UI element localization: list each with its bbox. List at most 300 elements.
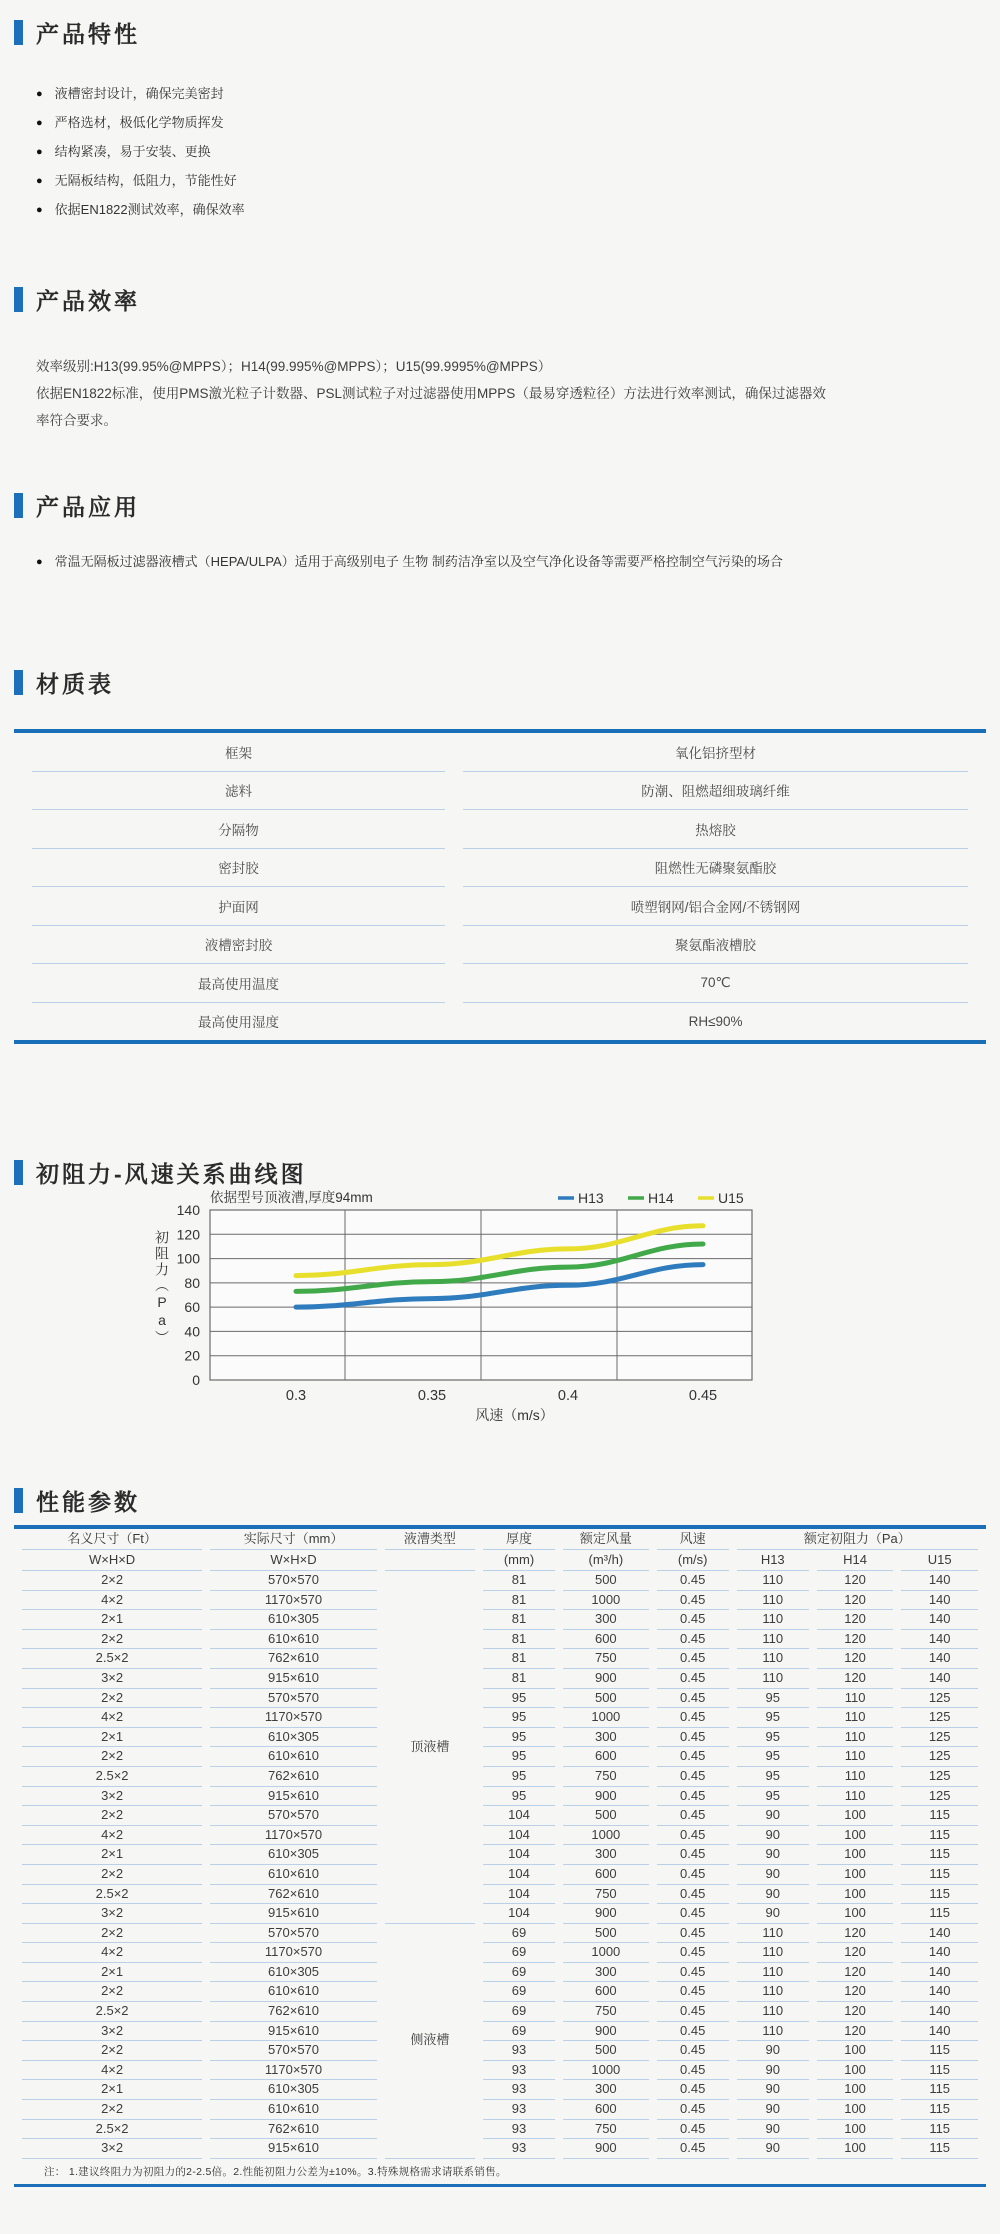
- perf-cell-airflow: 750: [563, 2120, 649, 2140]
- perf-cell-actual: 762×610: [210, 1885, 377, 1905]
- perf-cell-velocity: 0.45: [657, 2061, 729, 2081]
- perf-cell-velocity: 0.45: [657, 1610, 729, 1630]
- perf-cell-u15: 125: [901, 1787, 978, 1807]
- accent-bar: [14, 287, 23, 312]
- perf-cell-nominal: 4×2: [22, 1708, 202, 1728]
- perf-row: [22, 1649, 978, 1669]
- perf-cell-u15: 140: [901, 1571, 978, 1591]
- perf-cell-h14: 120: [817, 1630, 894, 1650]
- perf-cell-airflow: 750: [563, 1767, 649, 1787]
- material-row: [32, 772, 968, 811]
- perf-cell-u15: 115: [901, 1826, 978, 1846]
- perf-cell-h14: 110: [817, 1728, 894, 1748]
- y-tick-label: 120: [176, 1226, 200, 1243]
- perf-cell-nominal: 2×2: [22, 2100, 202, 2120]
- material-table-wrapper: [14, 729, 986, 1044]
- perf-cell-thickness: 81: [483, 1591, 555, 1611]
- perf-cell-actual: 610×610: [210, 1982, 377, 2002]
- perf-cell-thickness: 69: [483, 1963, 555, 1983]
- perf-cell-nominal: 3×2: [22, 2139, 202, 2159]
- perf-cell-airflow: 500: [563, 1689, 649, 1709]
- perf-cell-h14: 110: [817, 1767, 894, 1787]
- perf-cell-thickness: 95: [483, 1747, 555, 1767]
- perf-cell-u15: 125: [901, 1689, 978, 1709]
- perf-cell-thickness: 104: [483, 1885, 555, 1905]
- material-label-cell: 护面网: [32, 887, 445, 926]
- perf-cell-u15: 140: [901, 1591, 978, 1611]
- perf-cell-velocity: 0.45: [657, 2022, 729, 2042]
- material-row: [32, 887, 968, 926]
- perf-cell-h14: 120: [817, 2002, 894, 2022]
- y-tick-label: 100: [176, 1250, 200, 1267]
- bullet-icon: ●: [36, 146, 43, 158]
- perf-cell-velocity: 0.45: [657, 1571, 729, 1591]
- feature-item-text: 依据EN1822测试效率，确保效率: [54, 202, 245, 217]
- perf-cell-u15: 140: [901, 1982, 978, 2002]
- perf-cell-airflow: 300: [563, 1610, 649, 1630]
- perf-cell-thickness: 93: [483, 2080, 555, 2100]
- perf-cell-velocity: 0.45: [657, 1689, 729, 1709]
- perf-cell-nominal: 2×2: [22, 1865, 202, 1885]
- bullet-icon: ●: [36, 556, 43, 568]
- perf-cell-u15: 140: [901, 1943, 978, 1963]
- y-tick-label: 40: [184, 1323, 200, 1340]
- perf-cell-airflow: 750: [563, 1649, 649, 1669]
- perf-cell-airflow: 1000: [563, 2061, 649, 2081]
- perf-cell-h14: 100: [817, 1904, 894, 1924]
- perf-cell-h14: 100: [817, 2061, 894, 2081]
- perf-cell-airflow: 1000: [563, 1708, 649, 1728]
- perf-cell-h14: 100: [817, 1845, 894, 1865]
- perf-header-row-2: [22, 1550, 978, 1571]
- perf-cell-thickness: 81: [483, 1610, 555, 1630]
- perf-cell-velocity: 0.45: [657, 1747, 729, 1767]
- perf-cell-nominal: 2×2: [22, 1806, 202, 1826]
- feature-item: [36, 196, 245, 225]
- perf-cell-thickness: 93: [483, 2139, 555, 2159]
- perf-cell-airflow: 600: [563, 1630, 649, 1650]
- perf-cell-nominal: 3×2: [22, 2022, 202, 2042]
- perf-cell-actual: 762×610: [210, 2002, 377, 2022]
- x-tick-label: 0.45: [688, 1388, 718, 1404]
- perf-cell-velocity: 0.45: [657, 1904, 729, 1924]
- perf-cell-actual: 610×610: [210, 2100, 377, 2120]
- section-heading-features: [14, 16, 140, 49]
- feature-list: [36, 80, 245, 225]
- perf-cell-velocity: 0.45: [657, 1787, 729, 1807]
- perf-cell-actual: 570×570: [210, 1689, 377, 1709]
- perf-cell-h13: 90: [737, 2080, 809, 2100]
- perf-row: [22, 1904, 978, 1924]
- perf-cell-h14: 100: [817, 1806, 894, 1826]
- perf-cell-nominal: 2.5×2: [22, 1885, 202, 1905]
- perf-cell-actual: 1170×570: [210, 2061, 377, 2081]
- perf-cell-h13: 110: [737, 1571, 809, 1591]
- perf-cell-h14: 120: [817, 1571, 894, 1591]
- material-label-cell: 最高使用温度: [32, 964, 445, 1003]
- perf-row: [22, 2061, 978, 2081]
- perf-cell-u15: 115: [901, 2041, 978, 2061]
- section-title-application: 产品应用: [36, 494, 140, 520]
- y-axis-label: 初阻力（Pa）: [154, 1230, 170, 1346]
- section-title-chart: 初阻力-风速关系曲线图: [36, 1161, 307, 1187]
- perf-cell-velocity: 0.45: [657, 1591, 729, 1611]
- perf-cell-velocity: 0.45: [657, 1767, 729, 1787]
- perf-cell-nominal: 3×2: [22, 1904, 202, 1924]
- perf-cell-airflow: 500: [563, 1571, 649, 1591]
- perf-cell-velocity: 0.45: [657, 1943, 729, 1963]
- perf-row: [22, 2120, 978, 2140]
- perf-cell-velocity: 0.45: [657, 2080, 729, 2100]
- perf-row: [22, 2100, 978, 2120]
- perf-header-actual-size: 实际尺寸（mm）: [210, 1529, 377, 1550]
- perf-cell-velocity: 0.45: [657, 1826, 729, 1846]
- perf-cell-h13: 90: [737, 2041, 809, 2061]
- perf-cell-u15: 115: [901, 2139, 978, 2159]
- feature-item: [36, 138, 245, 167]
- bullet-icon: ●: [36, 175, 43, 187]
- y-tick-label: 80: [184, 1274, 200, 1291]
- perf-cell-nominal: 3×2: [22, 1669, 202, 1689]
- perf-cell-thickness: 104: [483, 1806, 555, 1826]
- material-value-cell: 阻燃性无磷聚氨酯胶: [463, 849, 968, 888]
- y-tick-label: 20: [184, 1347, 200, 1364]
- material-row: [32, 926, 968, 965]
- perf-cell-h13: 110: [737, 1649, 809, 1669]
- perf-cell-actual: 915×610: [210, 2022, 377, 2042]
- performance-table-wrapper: [14, 1525, 986, 2187]
- perf-cell-h13: 110: [737, 1630, 809, 1650]
- x-tick-label: 0.3: [285, 1388, 307, 1404]
- perf-cell-h13: 95: [737, 1728, 809, 1748]
- perf-cell-thickness: 95: [483, 1689, 555, 1709]
- perf-row: [22, 1982, 978, 2002]
- material-label-cell: 分隔物: [32, 810, 445, 849]
- efficiency-line: 依据EN1822标准，使用PMS激光粒子计数器、PSL测试粒子对过滤器使用MPPS（最易穿透粒径）方法进行效率测试，确保过滤器效: [36, 386, 826, 401]
- perf-header-tank-type: 液漕类型: [385, 1529, 475, 1550]
- perf-cell-nominal: 2×1: [22, 1845, 202, 1865]
- perf-cell-nominal: 2.5×2: [22, 1767, 202, 1787]
- perf-cell-h14: 100: [817, 2120, 894, 2140]
- chart-subtitle: 依据型号顶液漕,厚度94mm: [210, 1190, 373, 1205]
- perf-cell-thickness: 95: [483, 1728, 555, 1748]
- section-heading-performance: [14, 1484, 140, 1517]
- perf-cell-u15: 115: [901, 2061, 978, 2081]
- perf-row: [22, 1571, 978, 1591]
- perf-row: [22, 2041, 978, 2061]
- section-title-performance: 性能参数: [36, 1489, 140, 1515]
- perf-cell-velocity: 0.45: [657, 1924, 729, 1944]
- perf-cell-airflow: 900: [563, 1904, 649, 1924]
- perf-header-velocity: 风速: [657, 1529, 729, 1550]
- perf-cell-h14: 120: [817, 1610, 894, 1630]
- material-label-cell: 最高使用湿度: [198, 1015, 280, 1031]
- perf-cell-u15: 140: [901, 1630, 978, 1650]
- perf-cell-actual: 915×610: [210, 1904, 377, 1924]
- perf-cell-h13: 110: [737, 1943, 809, 1963]
- efficiency-line: 率符合要求。: [36, 413, 117, 428]
- perf-header-unit-8: U15: [901, 1550, 978, 1571]
- perf-cell-actual: 610×610: [210, 1865, 377, 1885]
- perf-cell-thickness: 104: [483, 1845, 555, 1865]
- perf-header-nominal-size: 名义尺寸（Ft）: [22, 1529, 202, 1550]
- perf-cell-nominal: 4×2: [22, 2061, 202, 2081]
- material-value-cell: 氧化铝挤型材: [463, 733, 968, 772]
- perf-cell-h13: 90: [737, 1806, 809, 1826]
- perf-cell-airflow: 600: [563, 2100, 649, 2120]
- perf-cell-velocity: 0.45: [657, 2100, 729, 2120]
- perf-row: [22, 1787, 978, 1807]
- perf-cell-airflow: 500: [563, 1806, 649, 1826]
- material-row: [32, 964, 968, 1003]
- perf-cell-u15: 115: [901, 1806, 978, 1826]
- y-tick-label: 60: [184, 1299, 200, 1316]
- perf-cell-airflow: 900: [563, 2022, 649, 2042]
- chart-canvas: [140, 1188, 788, 1446]
- perf-row: [22, 1924, 978, 1944]
- accent-bar: [14, 493, 23, 518]
- bullet-icon: ●: [36, 117, 43, 129]
- perf-cell-thickness: 93: [483, 2120, 555, 2140]
- perf-cell-thickness: 104: [483, 1826, 555, 1846]
- perf-cell-h13: 95: [737, 1767, 809, 1787]
- perf-cell-nominal: 2×2: [22, 1689, 202, 1709]
- perf-cell-h13: 110: [737, 1591, 809, 1611]
- perf-cell-airflow: 900: [563, 1787, 649, 1807]
- perf-cell-airflow: 300: [563, 1728, 649, 1748]
- perf-cell-actual: 1170×570: [210, 1708, 377, 1728]
- perf-cell-h13: 90: [737, 1865, 809, 1885]
- perf-cell-u15: 140: [901, 1924, 978, 1944]
- perf-cell-nominal: 2×1: [22, 1728, 202, 1748]
- perf-cell-thickness: 69: [483, 2002, 555, 2022]
- section-heading-efficiency: [14, 283, 140, 316]
- perf-cell-h13: 90: [737, 1885, 809, 1905]
- perf-cell-h14: 110: [817, 1747, 894, 1767]
- perf-cell-actual: 762×610: [210, 1649, 377, 1669]
- perf-cell-airflow: 900: [563, 2139, 649, 2159]
- perf-cell-velocity: 0.45: [657, 1806, 729, 1826]
- material-label-cell: 密封胶: [32, 849, 445, 888]
- perf-cell-u15: 140: [901, 1649, 978, 1669]
- material-value-cell: 热熔胶: [463, 810, 968, 849]
- perf-cell-velocity: 0.45: [657, 1669, 729, 1689]
- perf-cell-h14: 120: [817, 1591, 894, 1611]
- perf-cell-thickness: 95: [483, 1767, 555, 1787]
- perf-cell-u15: 140: [901, 2022, 978, 2042]
- perf-cell-actual: 610×305: [210, 1845, 377, 1865]
- perf-cell-u15: 115: [901, 1904, 978, 1924]
- perf-cell-actual: 610×610: [210, 1630, 377, 1650]
- perf-cell-h13: 95: [737, 1708, 809, 1728]
- perf-cell-actual: 915×610: [210, 1787, 377, 1807]
- material-value-cell: 防潮、阻燃超细玻璃纤维: [463, 772, 968, 811]
- material-value-cell: 聚氨酯液槽胶: [463, 926, 968, 965]
- perf-cell-h13: 90: [737, 1845, 809, 1865]
- perf-row: [22, 1708, 978, 1728]
- perf-cell-actual: 1170×570: [210, 1591, 377, 1611]
- perf-cell-u15: 125: [901, 1767, 978, 1787]
- perf-cell-velocity: 0.45: [657, 1708, 729, 1728]
- perf-cell-thickness: 81: [483, 1630, 555, 1650]
- perf-cell-actual: 1170×570: [210, 1943, 377, 1963]
- perf-cell-thickness: 93: [483, 2100, 555, 2120]
- perf-cell-actual: 570×570: [210, 1806, 377, 1826]
- perf-cell-h13: 95: [737, 1787, 809, 1807]
- perf-cell-velocity: 0.45: [657, 2120, 729, 2140]
- perf-cell-airflow: 300: [563, 1963, 649, 1983]
- perf-cell-h14: 120: [817, 1943, 894, 1963]
- perf-cell-u15: 140: [901, 2002, 978, 2022]
- perf-cell-velocity: 0.45: [657, 1885, 729, 1905]
- perf-cell-velocity: 0.45: [657, 2139, 729, 2159]
- perf-cell-h13: 110: [737, 1924, 809, 1944]
- y-tick-label: 0: [192, 1372, 200, 1388]
- resistance-velocity-chart: [140, 1188, 788, 1446]
- perf-cell-thickness: 104: [483, 1865, 555, 1885]
- perf-cell-velocity: 0.45: [657, 1630, 729, 1650]
- material-value-cell: 70℃: [463, 964, 968, 1003]
- perf-cell-actual: 915×610: [210, 2139, 377, 2159]
- perf-cell-thickness: 104: [483, 1904, 555, 1924]
- perf-cell-u15: 115: [901, 2100, 978, 2120]
- perf-cell-h14: 100: [817, 2100, 894, 2120]
- perf-cell-actual: 570×570: [210, 2041, 377, 2061]
- perf-cell-h13: 110: [737, 1669, 809, 1689]
- perf-cell-h14: 100: [817, 1865, 894, 1885]
- perf-row: [22, 1728, 978, 1748]
- perf-cell-airflow: 600: [563, 1747, 649, 1767]
- perf-cell-airflow: 750: [563, 1885, 649, 1905]
- feature-item: [36, 80, 245, 109]
- perf-cell-h14: 120: [817, 1924, 894, 1944]
- perf-row: [22, 1767, 978, 1787]
- section-title-materials: 材质表: [36, 671, 114, 697]
- section-heading-application: [14, 489, 140, 522]
- efficiency-text: [36, 353, 1000, 434]
- perf-cell-u15: 125: [901, 1708, 978, 1728]
- perf-cell-h13: 110: [737, 1963, 809, 1983]
- legend-label-H13: H13: [578, 1190, 604, 1206]
- perf-cell-velocity: 0.45: [657, 2041, 729, 2061]
- perf-cell-nominal: 4×2: [22, 1591, 202, 1611]
- perf-cell-h14: 100: [817, 1885, 894, 1905]
- x-axis-label: 风速（m/s）: [475, 1407, 554, 1423]
- feature-item-text: 严格选材，极低化学物质挥发: [54, 115, 224, 130]
- perf-cell-u15: 115: [901, 1845, 978, 1865]
- perf-row: [22, 1630, 978, 1650]
- perf-cell-thickness: 93: [483, 2041, 555, 2061]
- perf-cell-actual: 610×610: [210, 1747, 377, 1767]
- perf-cell-h14: 110: [817, 1689, 894, 1709]
- perf-cell-velocity: 0.45: [657, 1982, 729, 2002]
- perf-cell-velocity: 0.45: [657, 1649, 729, 1669]
- perf-cell-nominal: 2×1: [22, 1610, 202, 1630]
- perf-cell-thickness: 69: [483, 2022, 555, 2042]
- perf-cell-airflow: 300: [563, 2080, 649, 2100]
- perf-row: [22, 1591, 978, 1611]
- perf-cell-velocity: 0.45: [657, 1963, 729, 1983]
- perf-cell-h13: 90: [737, 2139, 809, 2159]
- material-row: [32, 733, 968, 772]
- feature-item-text: 结构紧凑，易于安装、更换: [54, 144, 211, 159]
- perf-cell-h13: 95: [737, 1689, 809, 1709]
- perf-cell-u15: 115: [901, 2080, 978, 2100]
- perf-cell-u15: 140: [901, 1610, 978, 1630]
- perf-cell-thickness: 95: [483, 1787, 555, 1807]
- perf-row: [22, 1826, 978, 1846]
- perf-header-unit-5: (m/s): [657, 1550, 729, 1571]
- x-tick-label: 0.4: [557, 1388, 579, 1404]
- feature-item-text: 液槽密封设计，确保完美密封: [54, 86, 224, 101]
- perf-cell-thickness: 81: [483, 1571, 555, 1591]
- perf-cell-h13: 90: [737, 2061, 809, 2081]
- perf-cell-nominal: 4×2: [22, 1826, 202, 1846]
- material-label-cell: 滤料: [32, 772, 445, 811]
- feature-item-text: 无隔板结构，低阻力，节能性好: [54, 173, 237, 188]
- perf-cell-h14: 100: [817, 2041, 894, 2061]
- perf-row: [22, 1669, 978, 1689]
- perf-cell-thickness: 69: [483, 1943, 555, 1963]
- perf-row: [22, 1865, 978, 1885]
- perf-cell-nominal: 2×2: [22, 1982, 202, 2002]
- perf-cell-airflow: 600: [563, 1982, 649, 2002]
- perf-cell-airflow: 1000: [563, 1943, 649, 1963]
- perf-cell-actual: 1170×570: [210, 1826, 377, 1846]
- perf-header-unit-1: W×H×D: [210, 1550, 377, 1571]
- perf-cell-h14: 120: [817, 1982, 894, 2002]
- perf-cell-actual: 762×610: [210, 1767, 377, 1787]
- perf-cell-nominal: 2×1: [22, 2080, 202, 2100]
- y-tick-label: 140: [176, 1202, 200, 1218]
- perf-cell-nominal: 2×2: [22, 1747, 202, 1767]
- perf-row: [22, 1806, 978, 1826]
- tank-type-cell: 顶液槽: [385, 1571, 475, 1924]
- perf-cell-nominal: 2×1: [22, 1963, 202, 1983]
- perf-cell-nominal: 2×2: [22, 1630, 202, 1650]
- feature-item: [36, 109, 245, 138]
- perf-row: [22, 1845, 978, 1865]
- efficiency-line: 效率级别:H13(99.95%@MPPS）；H14(99.995%@MPPS）；U15(99.9995%@MPPS）: [36, 359, 552, 374]
- perf-cell-nominal: 2.5×2: [22, 2002, 202, 2022]
- perf-cell-h14: 120: [817, 2022, 894, 2042]
- perf-cell-u15: 115: [901, 2120, 978, 2140]
- perf-cell-h14: 120: [817, 1669, 894, 1689]
- perf-cell-u15: 115: [901, 1885, 978, 1905]
- perf-cell-thickness: 81: [483, 1669, 555, 1689]
- tank-type-cell: 侧液槽: [385, 1924, 475, 2159]
- perf-header-unit-3: (mm): [483, 1550, 555, 1571]
- x-tick-label: 0.35: [417, 1388, 447, 1404]
- perf-cell-h13: 95: [737, 1747, 809, 1767]
- perf-cell-u15: 140: [901, 1669, 978, 1689]
- perf-cell-h13: 90: [737, 1904, 809, 1924]
- perf-cell-velocity: 0.45: [657, 2002, 729, 2022]
- perf-cell-actual: 570×570: [210, 1571, 377, 1591]
- perf-cell-thickness: 69: [483, 1924, 555, 1944]
- perf-cell-u15: 115: [901, 1865, 978, 1885]
- performance-note: 注： 1.建议终阻力为初阻力的2-2.5倍。2.性能初阻力公差为±10%。3.特殊规格需求请联系销售。: [44, 2165, 507, 2178]
- perf-header-unit-4: (m³/h): [563, 1550, 649, 1571]
- perf-cell-u15: 125: [901, 1728, 978, 1748]
- perf-cell-nominal: 4×2: [22, 1943, 202, 1963]
- perf-cell-thickness: 95: [483, 1708, 555, 1728]
- perf-cell-h14: 100: [817, 2080, 894, 2100]
- perf-cell-thickness: 93: [483, 2061, 555, 2081]
- material-row: [32, 810, 968, 849]
- perf-row: [22, 1943, 978, 1963]
- perf-cell-h14: 100: [817, 1826, 894, 1846]
